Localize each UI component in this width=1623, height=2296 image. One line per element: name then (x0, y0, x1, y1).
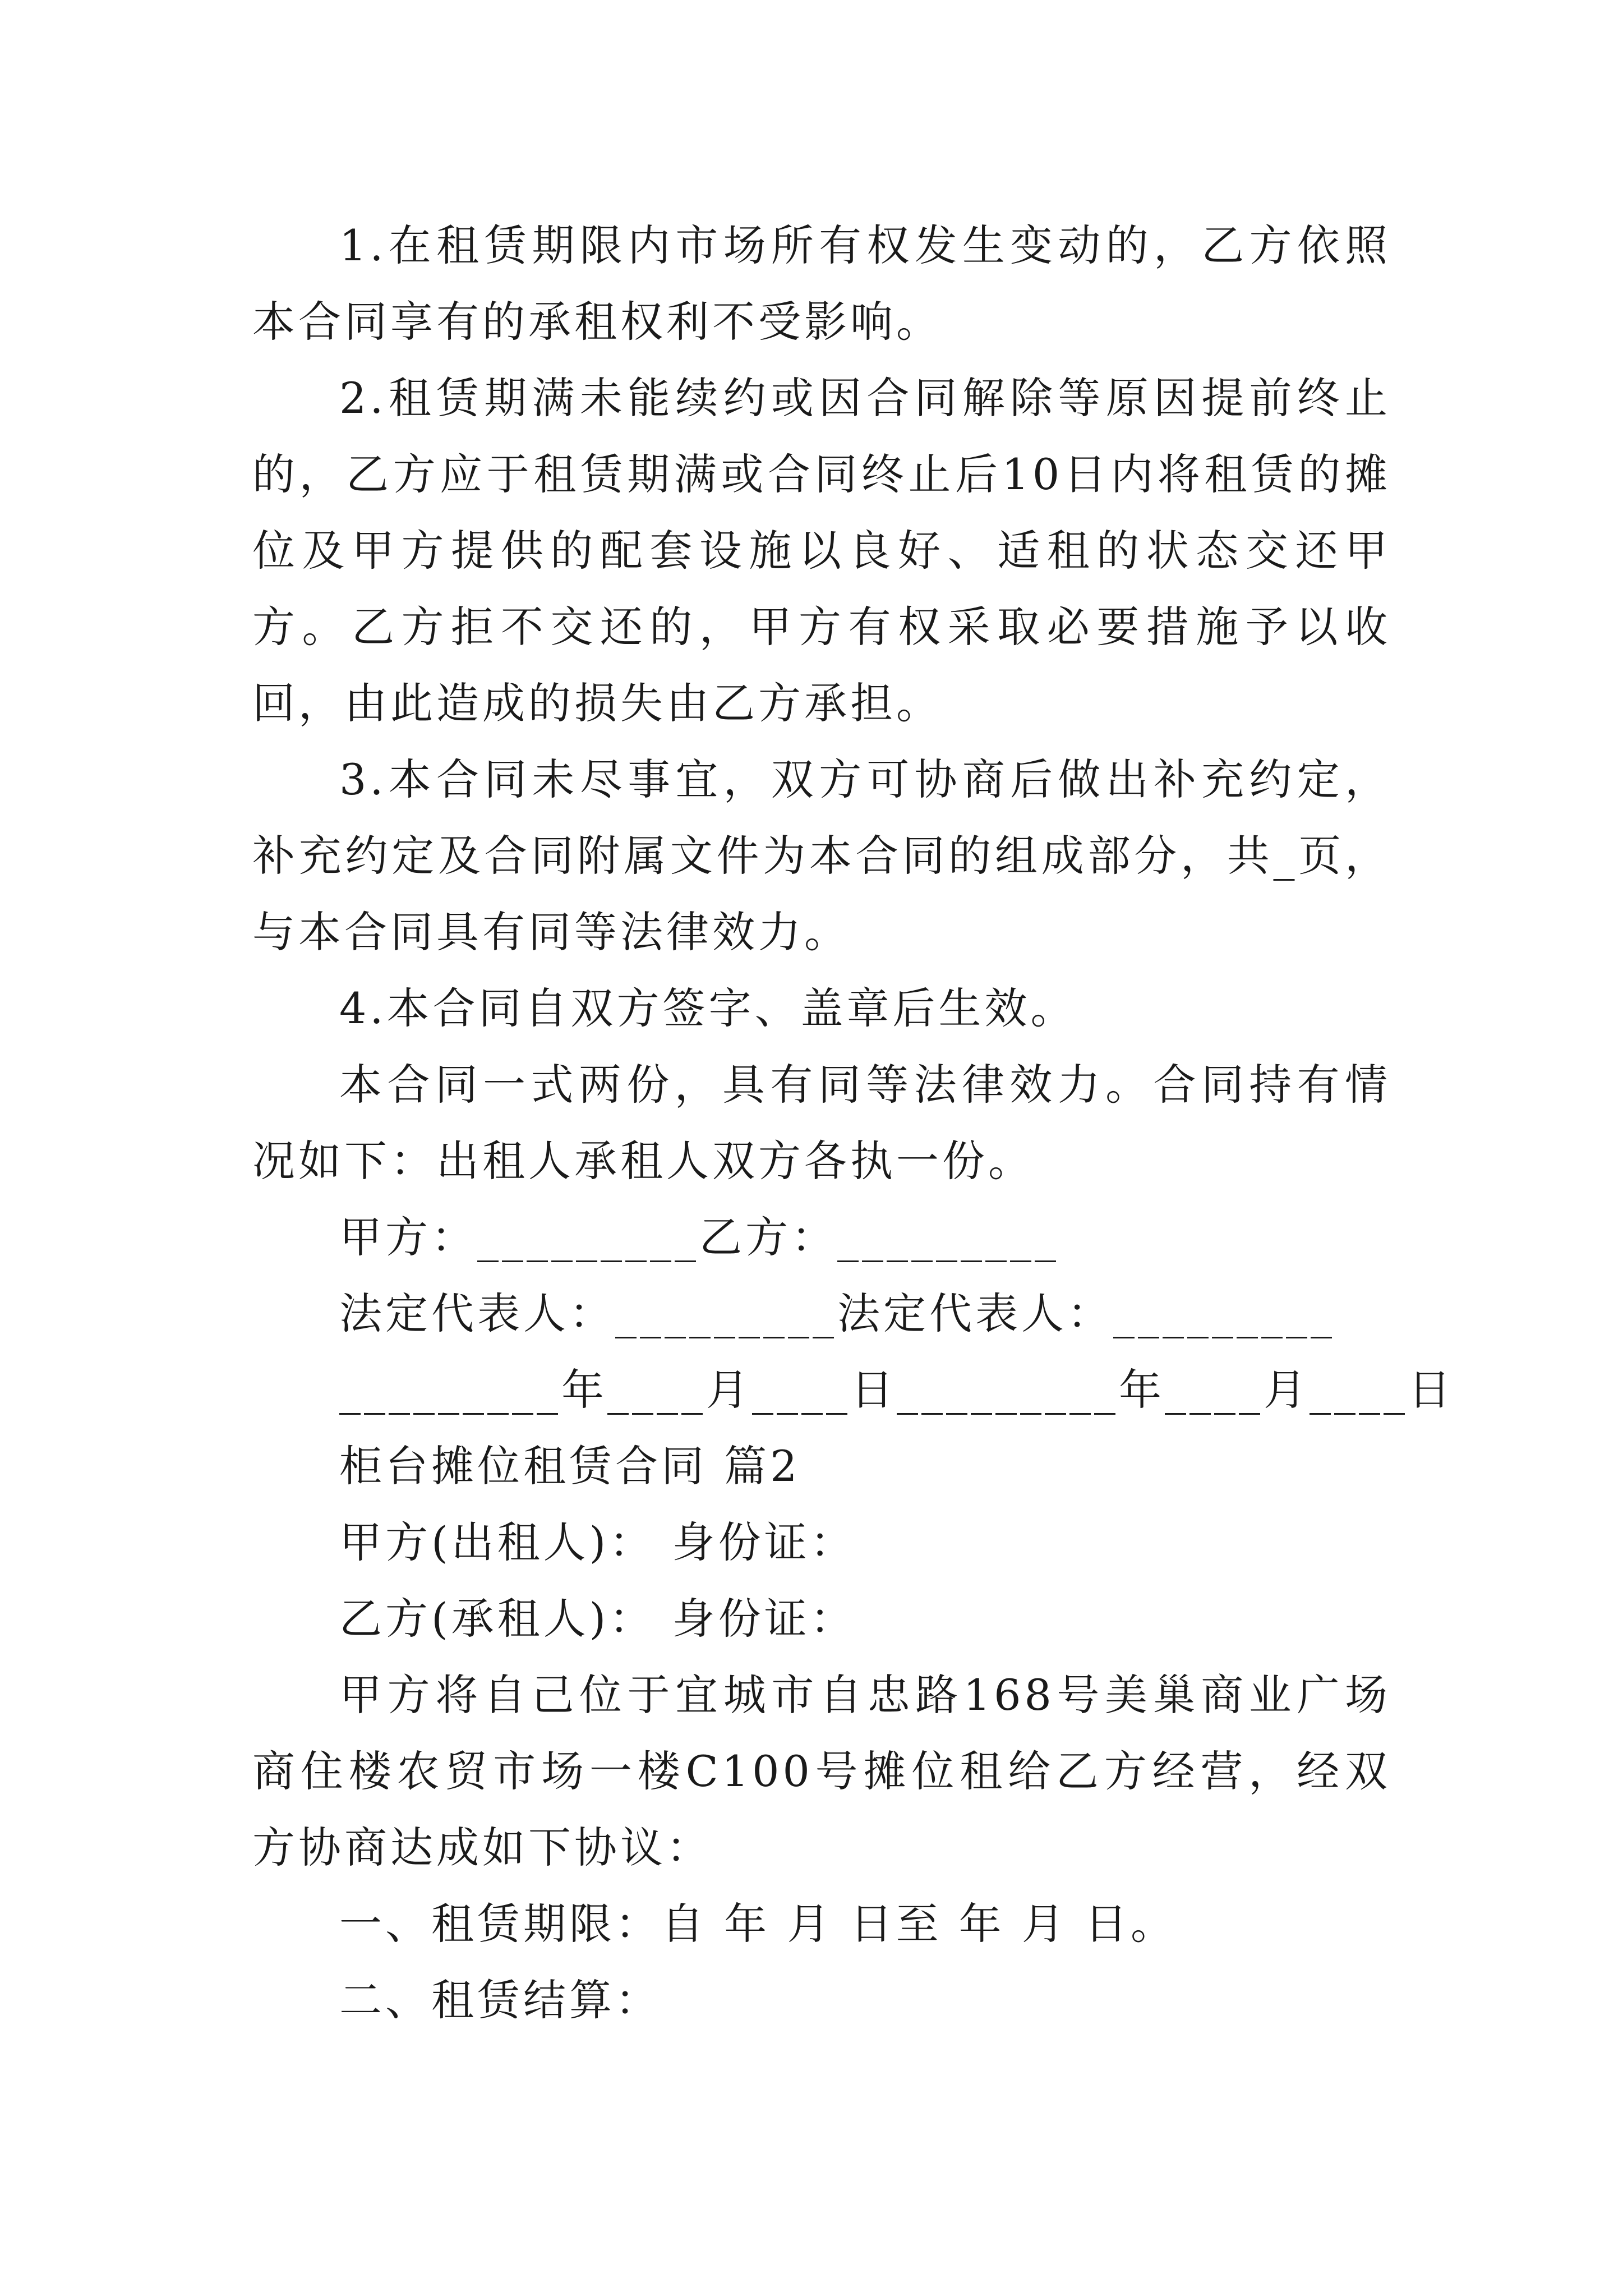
section-title: 柜台摊位租赁合同 篇2 (339, 1441, 801, 1491)
signature-dates-line: _________年____月____日_________年____月____日 (339, 1365, 1454, 1415)
party-a-line: 甲方(出租人)： 身份证： (339, 1517, 856, 1567)
signature-parties-line: 甲方：_________乙方：_________ (339, 1212, 1059, 1262)
paragraph-lease-expiry: 2.租赁期满未能续约或因合同解除等原因提前终止的，乙方应于租赁期满或合同终止后10日内将租赁的摊位及甲方提供的配套设施以良好、适租的状态交还甲方。乙方拒不交还的，甲方有权采取必要措施予以收回，由此造成的损失由乙方承担。 (252, 373, 1391, 728)
paragraph-copies: 本合同一式两份，具有同等法律效力。合同持有情况如下：出租人承租人双方各执一份。 (252, 1060, 1391, 1186)
paragraph-effective-date: 4.本合同自双方签字、盖章后生效。 (339, 983, 1077, 1033)
party-b-line: 乙方(承租人)： 身份证： (339, 1594, 856, 1644)
paragraph-ownership-change: 1.在租赁期限内市场所有权发生变动的，乙方依照本合同享有的承租权利不受影响。 (252, 220, 1391, 347)
clause-lease-settlement: 二、租赁结算： (339, 1975, 661, 2025)
paragraph-lease-location: 甲方将自己位于宜城市自忠路168号美巢商业广场商住楼农贸市场一楼C100号摊位租给乙方经营，经双方协商达成如下协议： (252, 1670, 1391, 1872)
paragraph-supplementary-agreement: 3.本合同未尽事宜，双方可协商后做出补充约定，补充约定及合同附属文件为本合同的组成部分，共_页，与本合同具有同等法律效力。 (252, 754, 1391, 957)
clause-lease-term: 一、租赁期限：自 年 月 日至 年 月 日。 (339, 1899, 1177, 1949)
document-body (252, 208, 1454, 2039)
signature-representatives-line: 法定代表人：_________法定代表人：_________ (339, 1289, 1335, 1338)
